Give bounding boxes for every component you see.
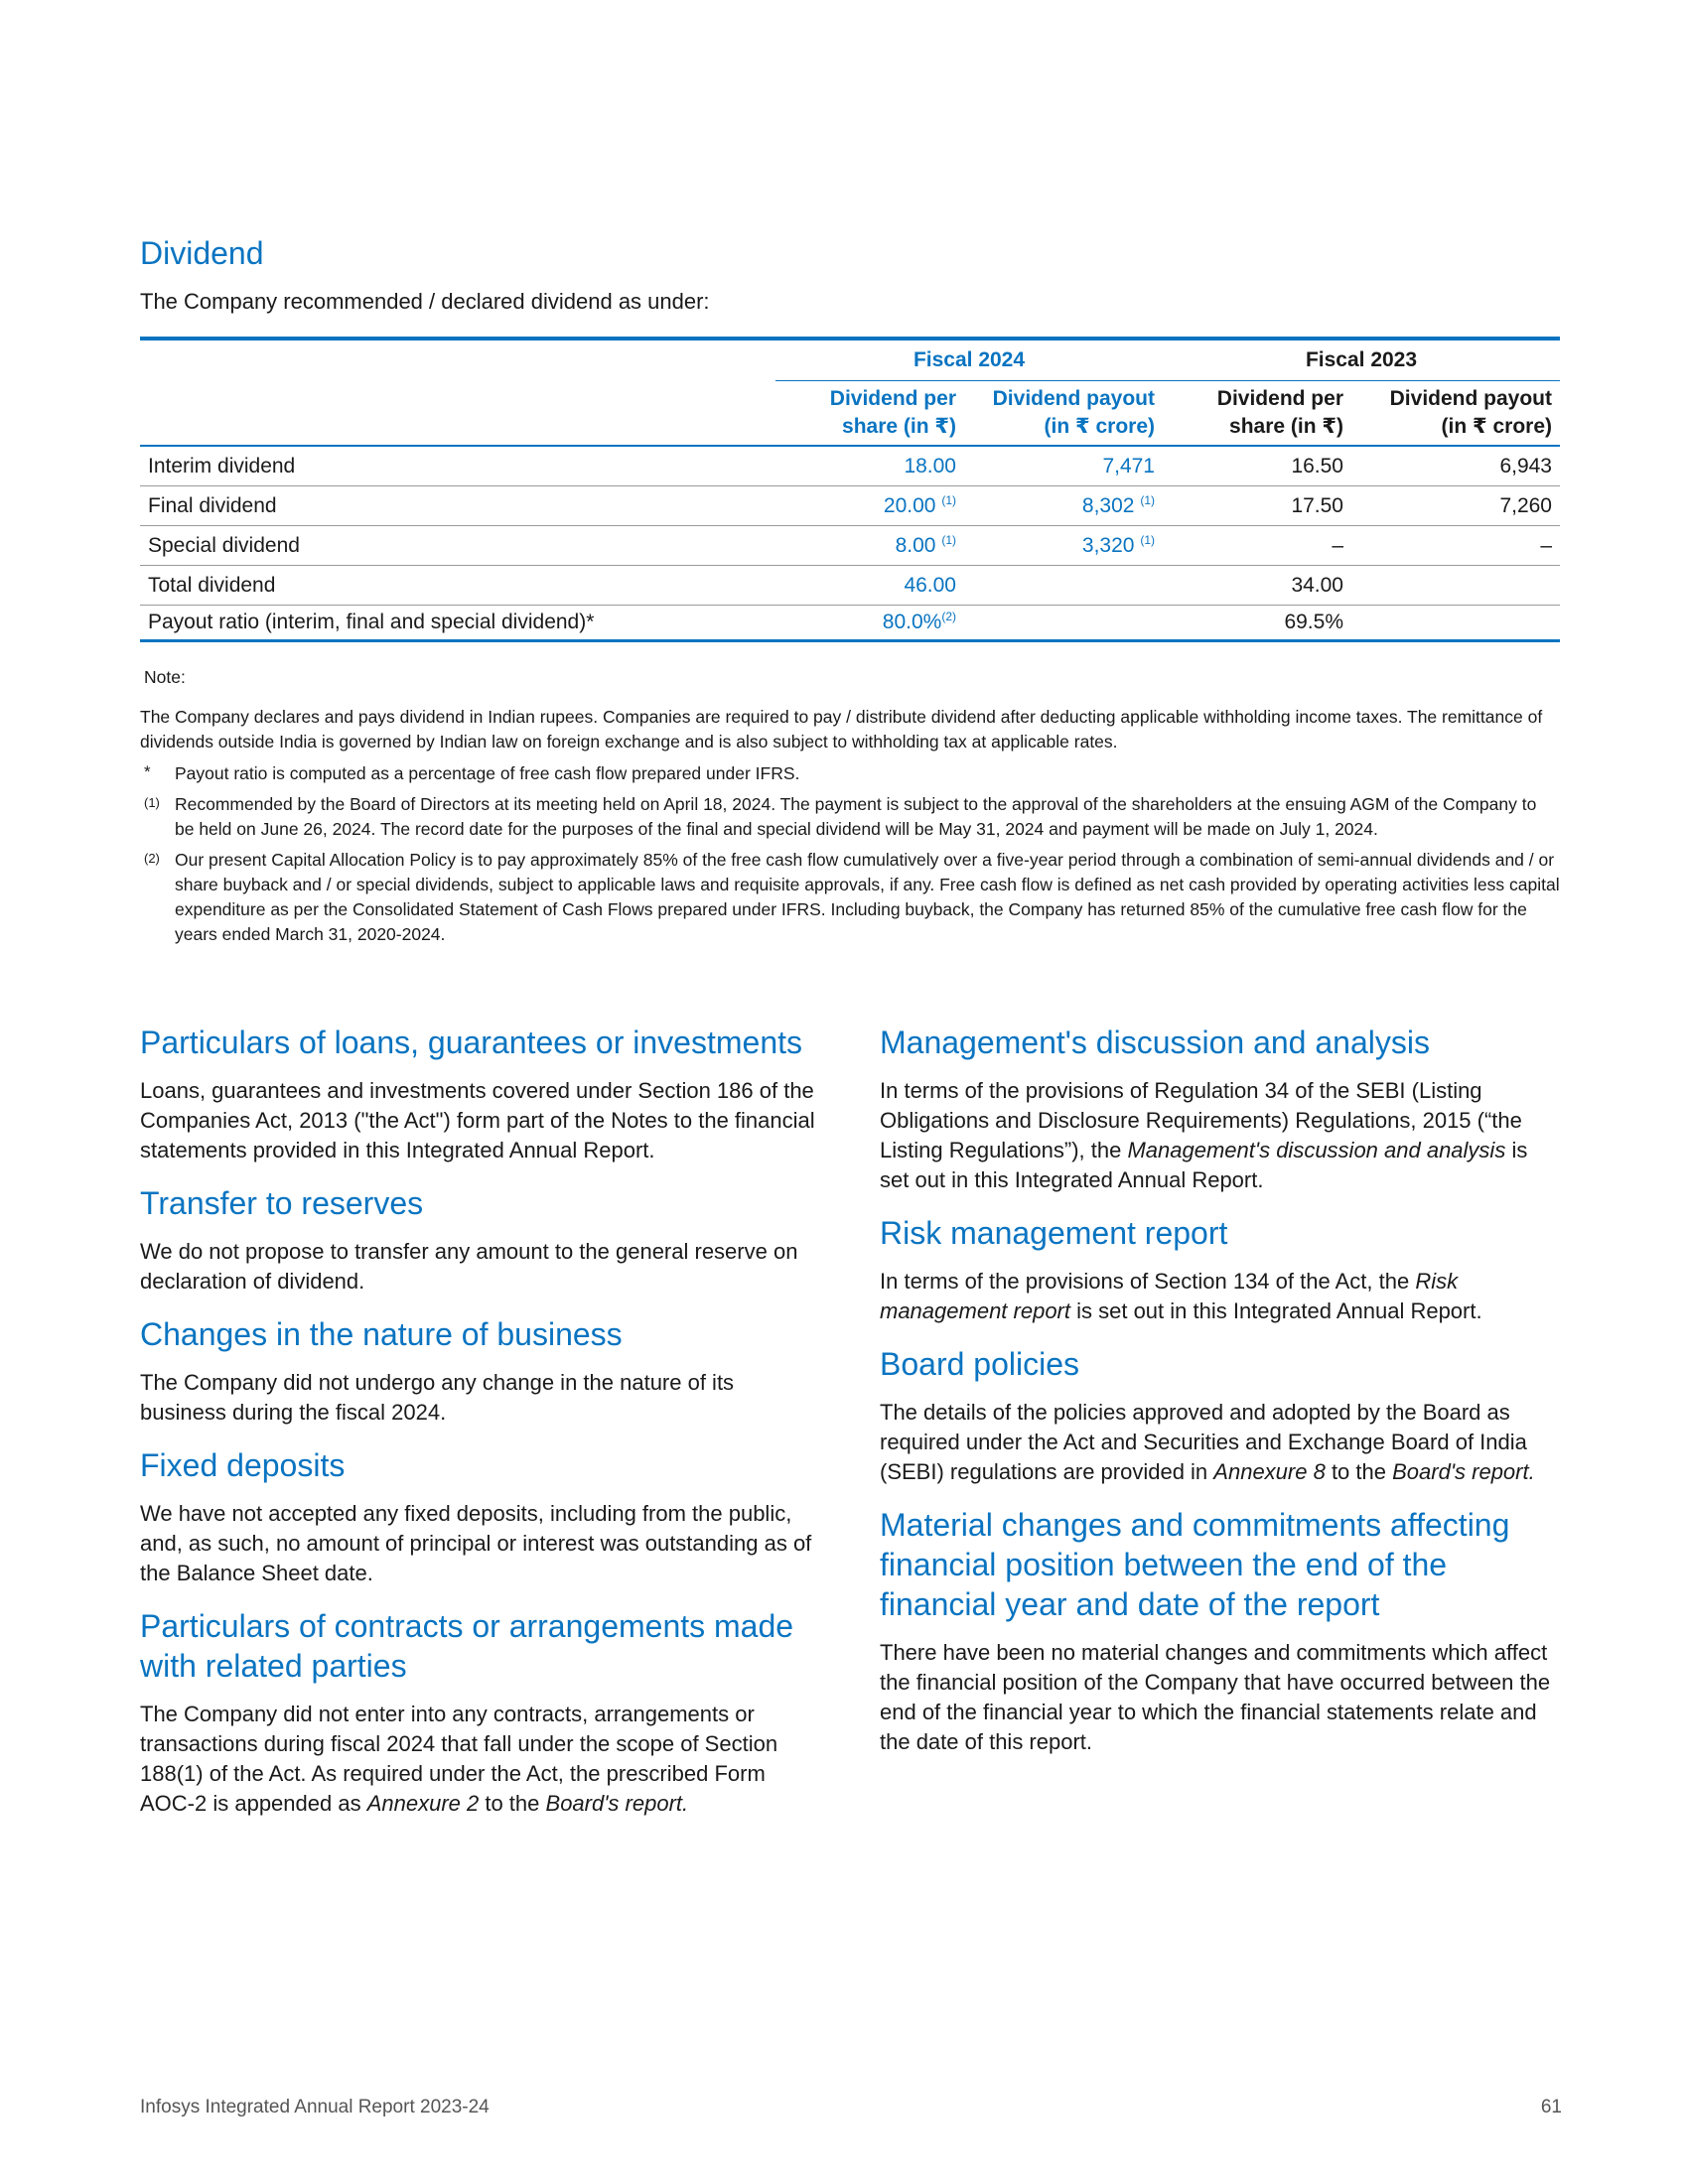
footer-report-title: Infosys Integrated Annual Report 2023-24	[140, 2097, 490, 2117]
section-title-dividend: Dividend	[140, 235, 264, 271]
footnote-2: (2) Our present Capital Allocation Policy is to pay approximately 85% of the free cash flow cumulatively over a five-year period through a combination of semi-annual dividends and / or share buyback and / or special dividends, subject to applicable laws and requisite approvals, if any. Free cash flow is defined as net cash provided by operating activities less capital expenditure as per the Consolidated Statement of Cash Flows prepared under IFRS. Including buyback, the Company has returned 85% of the cumulative free cash flow for the years ended March 31, 2020-2024.	[144, 850, 1560, 944]
table-row: Interim dividend 18.00 7,471 16.50 6,943	[140, 446, 1560, 486]
text-fixed-deposits: We have not accepted any fixed deposits, including from the public, and, as such, no amount of principal or interest was outstanding as of the Balance Sheet date.	[140, 1501, 812, 1585]
footer-page-number: 61	[1540, 2097, 1562, 2117]
left-column	[140, 1023, 815, 1837]
footnote-1: (1) Recommended by the Board of Directors at its meeting held on April 18, 2024. The payment is subject to the approval of the shareholders at the ensuing AGM of the Company to be held on June 26, 2024. The record date for the purposes of the final and special dividend will be May 31, 2024 and payment will be made on July 1, 2024.	[144, 794, 1537, 839]
dividend-notes	[140, 665, 1560, 953]
header-fiscal-2023: Fiscal 2023	[1163, 341, 1560, 381]
right-column	[880, 1023, 1555, 1775]
heading-loans: Particulars of loans, guarantees or investments	[140, 1024, 802, 1060]
dividend-intro: The Company recommended / declared dividend as under:	[140, 289, 710, 314]
text-loans: Loans, guarantees and investments covered under Section 186 of the Companies Act, 2013 ("the Act") form part of the Notes to the financial statements provided in this Integrated Annual Report.	[140, 1078, 815, 1162]
heading-risk-management: Risk management report	[880, 1215, 1228, 1251]
heading-board-policies: Board policies	[880, 1346, 1079, 1382]
text-material-changes: There have been no material changes and commitments which affect the financial position of the Company that have occurred between the end of the financial year to which the financial statements relate and the date of this report.	[880, 1640, 1551, 1754]
text-risk-management: In terms of the provisions of Section 134 of the Act, the Risk management report is set out in this Integrated Annual Report.	[880, 1269, 1482, 1323]
notes-title: Note:	[144, 667, 186, 687]
heading-related-parties: Particulars of contracts or arrangements made with related parties	[140, 1608, 794, 1684]
table-row: Total dividend 46.00 34.00	[140, 566, 1560, 606]
col-header-payout-2024: Dividend payout (in ₹ crore)	[964, 381, 1163, 447]
text-board-policies: The details of the policies approved and adopted by the Board as required under the Act and Securities and Exchange Board of India (SEBI) regulations are provided in Annexure 8 to the Board's report.	[880, 1400, 1535, 1484]
footnote-star: * Payout ratio is computed as a percentage of free cash flow prepared under IFRS.	[144, 762, 800, 783]
header-fiscal-2024: Fiscal 2024	[775, 341, 1163, 381]
text-related-parties: The Company did not enter into any contracts, arrangements or transactions during fiscal 2024 that fall under the scope of Section 188(1) of the Act. As required under the Act, the prescribed Form AOC-2 is appended as Annexure 2 to the Board's report.	[140, 1702, 778, 1816]
dividend-table	[140, 337, 1560, 642]
table-row: Payout ratio (interim, final and special dividend)* 80.0%$^{(2)}$ 69.5%	[140, 606, 1560, 641]
heading-nature-of-business: Changes in the nature of business	[140, 1316, 623, 1352]
text-reserves: We do not propose to transfer any amount to the general reserve on declaration of dividend.	[140, 1239, 798, 1294]
text-mda: In terms of the provisions of Regulation 34 of the SEBI (Listing Obligations and Disclosure Requirements) Regulations, 2015 (“the Listing Regulations”), the Management's discussion and analysis is set out in this Integrated Annual Report.	[880, 1078, 1528, 1192]
heading-reserves: Transfer to reserves	[140, 1185, 424, 1221]
col-header-dps-2023: Dividend per share (in ₹)	[1163, 381, 1351, 447]
notes-general: The Company declares and pays dividend in Indian rupees. Companies are required to pay / distribute dividend after deducting applicable withholding income taxes. The remittance of dividends outside India is governed by Indian law on foreign exchange and is also subject to withholding tax at applicable rates.	[140, 707, 1543, 751]
col-header-dps-2024: Dividend per share (in ₹)	[775, 381, 964, 447]
heading-material-changes: Material changes and commitments affecting financial position between the end of the financial year and date of the report	[880, 1507, 1510, 1622]
col-header-payout-2023: Dividend payout (in ₹ crore)	[1351, 381, 1560, 447]
text-nature-of-business: The Company did not undergo any change in the nature of its business during the fiscal 2024.	[140, 1370, 735, 1425]
table-row: Special dividend 8.00 $^{(1)}$ 3,320 $^{(1)}$ – –	[140, 526, 1560, 566]
heading-mda: Management's discussion and analysis	[880, 1024, 1430, 1060]
heading-fixed-deposits: Fixed deposits	[140, 1447, 346, 1483]
table-row: Final dividend 20.00 $^{(1)}$ 8,302 $^{(1)}$ 17.50 7,260	[140, 486, 1560, 526]
